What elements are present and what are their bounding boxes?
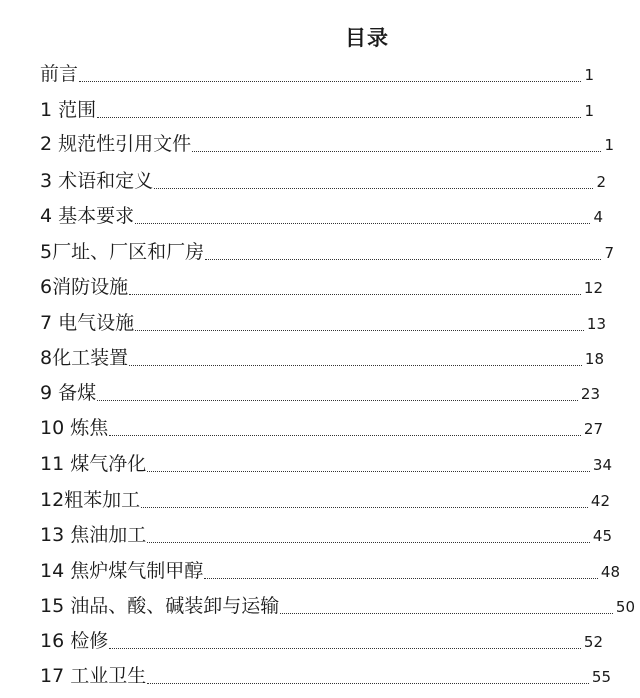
dot-leader — [154, 188, 593, 189]
toc-entry-label: 5厂址、厂区和厂房 — [40, 241, 205, 263]
toc-entry-label: 9 备煤 — [40, 382, 97, 404]
dot-leader — [109, 648, 581, 649]
toc-page-number: 4 — [593, 208, 603, 226]
toc-entry-label: 4 基本要求 — [40, 205, 135, 227]
toc-entry-label: 前言 — [40, 63, 79, 85]
dot-leader — [192, 151, 601, 152]
toc-page-number: 12 — [583, 279, 603, 297]
dot-leader — [109, 435, 581, 436]
toc-entry-scope[interactable] — [40, 94, 594, 122]
dot-leader — [147, 542, 590, 543]
toc-entry-methanol[interactable] — [40, 555, 620, 583]
toc-entry-label: 2 规范性引用文件 — [40, 133, 192, 155]
toc-entry-label: 10 炼焦 — [40, 417, 109, 439]
toc-entry-chemical-units[interactable] — [40, 342, 604, 370]
toc-entry-preface[interactable] — [40, 58, 594, 86]
toc-entry-label: 14 焦炉煤气制甲醇 — [40, 560, 204, 582]
toc-entry-label: 15 油品、酸、碱装卸与运输 — [40, 595, 280, 617]
dot-leader — [135, 330, 584, 331]
dot-leader — [205, 259, 601, 260]
toc-entry-fire-protection[interactable] — [40, 271, 603, 299]
dot-leader — [97, 117, 581, 118]
dot-leader — [129, 294, 581, 295]
toc-page-number: 45 — [592, 527, 612, 545]
dot-leader — [204, 578, 598, 579]
toc-entry-coking[interactable] — [40, 412, 603, 440]
dot-leader — [141, 507, 588, 508]
toc-entry-label: 7 电气设施 — [40, 312, 135, 334]
toc-page-number: 48 — [600, 563, 620, 581]
toc-entry-label: 12粗苯加工 — [40, 489, 141, 511]
toc-page-number: 13 — [586, 315, 606, 333]
toc-page-number: 1 — [584, 102, 594, 120]
toc-entry-industrial-hygiene[interactable] — [40, 660, 611, 688]
toc-entry-loading-transport[interactable] — [40, 590, 635, 618]
toc-entry-basic-requirements[interactable] — [40, 200, 603, 228]
toc-page-number: 2 — [596, 173, 606, 191]
toc-page-number: 23 — [580, 385, 600, 403]
toc-entry-label: 11 煤气净化 — [40, 453, 147, 475]
toc-entry-label: 1 范围 — [40, 99, 97, 121]
toc-page-number: 50 — [615, 598, 635, 616]
toc-page-number: 27 — [583, 420, 603, 438]
dot-leader — [129, 365, 582, 366]
toc-entry-maintenance[interactable] — [40, 625, 603, 653]
toc-entry-normative-references[interactable] — [40, 128, 614, 156]
toc-page-number: 1 — [604, 136, 614, 154]
dot-leader — [79, 81, 581, 82]
toc-page-number: 18 — [584, 350, 604, 368]
toc-entry-label: 8化工装置 — [40, 347, 129, 369]
toc-entry-coal-preparation[interactable] — [40, 377, 600, 405]
toc-page-number: 55 — [591, 668, 611, 686]
toc-page-number: 34 — [592, 456, 612, 474]
toc-entry-crude-benzene[interactable] — [40, 484, 610, 512]
dot-leader — [280, 613, 613, 614]
dot-leader — [147, 683, 589, 684]
toc-page-number: 52 — [583, 633, 603, 651]
toc-entry-label: 3 术语和定义 — [40, 170, 154, 192]
toc-title: 目录 — [345, 26, 389, 50]
toc-entry-label: 16 检修 — [40, 630, 109, 652]
toc-entry-terms-definitions[interactable] — [40, 165, 606, 193]
toc-entry-gas-purification[interactable] — [40, 448, 612, 476]
toc-entry-label: 17 工业卫生 — [40, 665, 147, 687]
toc-page-number: 42 — [590, 492, 610, 510]
toc-page-number: 7 — [604, 244, 614, 262]
dot-leader — [147, 471, 590, 472]
toc-entry-site-plant[interactable] — [40, 236, 614, 264]
toc-entry-electrical[interactable] — [40, 307, 606, 335]
dot-leader — [135, 223, 590, 224]
toc-entry-label: 6消防设施 — [40, 276, 129, 298]
toc-page-number: 1 — [584, 66, 594, 84]
toc-entry-tar-processing[interactable] — [40, 519, 612, 547]
dot-leader — [97, 400, 578, 401]
toc-entry-label: 13 焦油加工 — [40, 524, 147, 546]
